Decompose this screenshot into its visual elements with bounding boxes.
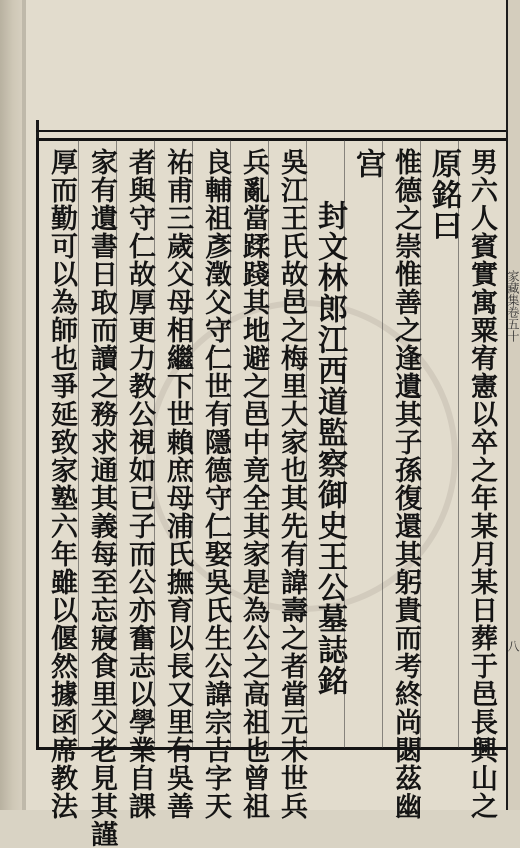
text-column-8: 良輔祖彥澂父守仁世有隱德守仁娶吳氏生公諱宗吉字天	[200, 148, 231, 820]
text-column-6: 吳江王氏故邑之梅里大家也其先有諱壽之者當元末世兵	[276, 148, 307, 820]
text-column-7: 兵亂當蹂踐其地避之邑中竟全其家是為公之高祖也曾祖	[238, 148, 269, 820]
header-rule	[36, 130, 514, 136]
text-column-11: 家有遺書日取而讀之務求通其義每至忘寢食里父老見其謹	[86, 148, 117, 848]
volume-title: 家藏集卷五十	[506, 270, 520, 342]
text-column-12: 厚而勤可以為師也爭延致家塾六年雖以偃然據函席教法	[46, 148, 77, 820]
text-column-1: 男六人賓實寓粟宥憲以卒之年某月某日葬于邑長興山之	[466, 148, 497, 820]
text-column-9: 祐甫三歲父母相繼下世賴庶母浦氏撫育以長又里有吳善	[162, 148, 193, 820]
text-column-2: 原銘曰	[426, 148, 461, 241]
column-rule	[382, 140, 383, 748]
book-spine	[0, 0, 22, 810]
page-number: 八	[506, 640, 520, 652]
book-page	[26, 0, 520, 848]
text-column-10: 者與守仁故厚更力教公視如已子而公亦奮志以學業自課	[124, 148, 155, 820]
text-column-3: 惟德之崇惟善之逢遺其子孫復還其躬貴而考終尚閟茲幽	[390, 148, 421, 820]
center-fold-margin	[506, 0, 520, 810]
text-column-4: 宫	[350, 148, 385, 179]
epitaph-title: 封文林郎江西道監察御史王公墓誌銘	[312, 200, 347, 696]
